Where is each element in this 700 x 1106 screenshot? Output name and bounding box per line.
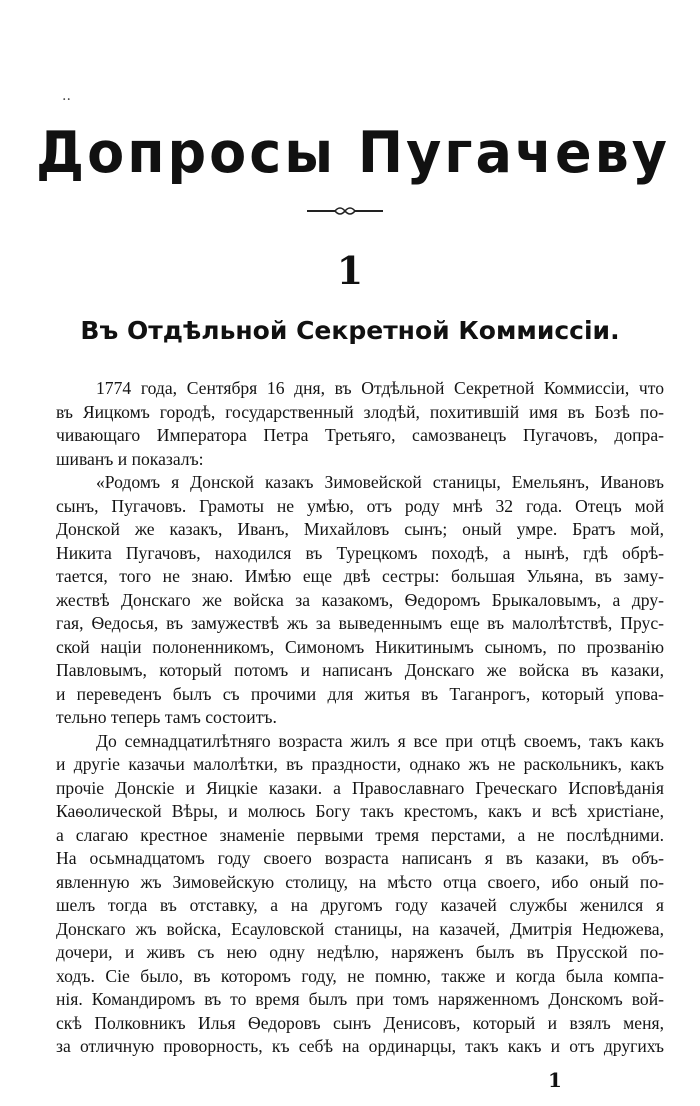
text-line: явленную жъ Зимовейскую столицу, на мѣсто отца своего, ибо оный по- xyxy=(56,871,664,892)
text-line: и переведенъ былъ съ прочими для житья въ Таганрогъ, который упова- xyxy=(56,683,664,704)
text-line: жествѣ Донскаго же войска за казакомъ, Ѳедоромъ Брыкаловымъ, а дру- xyxy=(56,589,664,610)
text-line: въ Яицкомъ городѣ, государственный злодѣй, похитившій имя въ Бозѣ по- xyxy=(56,401,664,422)
body-text xyxy=(56,377,664,1059)
text-line: сынъ, Пугачовъ. Грамоты не умѣю, отъ роду мнѣ 32 года. Отецъ мой xyxy=(56,495,664,516)
page-number: 1 xyxy=(548,1068,562,1092)
text-line: шиванъ и показалъ: xyxy=(56,448,204,469)
text-line: нія. Командиромъ въ то время былъ при томъ наряженномъ Донскомъ вой- xyxy=(56,989,664,1009)
text-line: «Родомъ я Донской казакъ Зимовейской станицы, Емельянъ, Ивановъ xyxy=(96,472,664,492)
text-line: Каѳолической Вѣры, и молюсь Богу такъ крестомъ, какъ и всѣ христіане, xyxy=(56,801,664,821)
text-line: чивающаго Императора Петра Третьяго, самозванецъ Пугачовъ, допра- xyxy=(56,425,664,445)
text-line: прочіе Донскіе и Яицкіе казаки. а Православнаго Греческаго Исповѣданія xyxy=(56,777,664,798)
text-line: ходъ. Сіе было, въ которомъ году, не помню, также и когда была компа- xyxy=(56,965,664,986)
page-title: Допросы Пугачеву xyxy=(36,119,671,186)
text-line: До семнадцатилѣтняго возраста жилъ я все при отцѣ своемъ, такъ какъ xyxy=(96,730,664,751)
text-line: 1774 года, Сентября 16 дня, въ Отдѣльной Секретной Коммиссіи, что xyxy=(96,378,664,398)
text-line: Донскаго жъ войска, Есауловской станицы, на казачей, Дмитрія Недюжева, xyxy=(56,918,664,939)
text-line: за отличную проворность, къ себѣ на ординарцы, такъ какъ и отъ другихъ xyxy=(56,1036,664,1056)
text-line: тается, того не знаю. Имѣю еще двѣ сестры: большая Ульяна, въ заму- xyxy=(56,566,664,586)
text-line: тельно теперь тамъ состоитъ. xyxy=(56,707,277,727)
text-line: На осьмнадцатомъ году своего возраста написанъ я въ казаки, въ объ- xyxy=(56,848,664,868)
text-line: Павловымъ, который потомъ и написанъ Донскаго же войска въ казаки, xyxy=(56,660,664,680)
text-line: ской націи полоненникомъ, Симономъ Никитинымъ сыномъ, по прозванію xyxy=(56,636,664,657)
text-line: шелъ тогда въ отставку, а на другомъ году казачей службы женился я xyxy=(56,895,664,915)
text-line: гая, Ѳедосья, въ замужествѣ жъ за выведеннымъ еще въ малолѣтствѣ, Прус- xyxy=(56,613,664,633)
text-line: и другіе казачьи малолѣтки, въ праздности, однако жъ не раскольникъ, какъ xyxy=(56,754,664,774)
section-number: 1 xyxy=(336,248,364,293)
title-ornament xyxy=(305,204,385,218)
text-line: Никита Пугачовъ, находился въ Турецкомъ походѣ, а нынѣ, гдѣ обрѣ- xyxy=(56,542,664,563)
text-line: скѣ Полковникъ Илья Ѳедоровъ сынъ Денисовъ, который и взялъ меня, xyxy=(56,1012,664,1033)
text-line: дочери, и живъ съ нею одну недѣлю, наряженъ былъ въ Прусской по- xyxy=(56,942,664,962)
text-line: Донской же казакъ, Иванъ, Михайловъ сынъ; оный умре. Братъ мой, xyxy=(56,519,664,539)
stray-mark: .. xyxy=(62,88,71,104)
section-title: Въ Отдѣльной Секретной Коммиссіи. xyxy=(80,316,620,345)
text-line: а слагаю крестное знаменіе первыми тремя перстами, а не послѣдними. xyxy=(56,824,664,845)
